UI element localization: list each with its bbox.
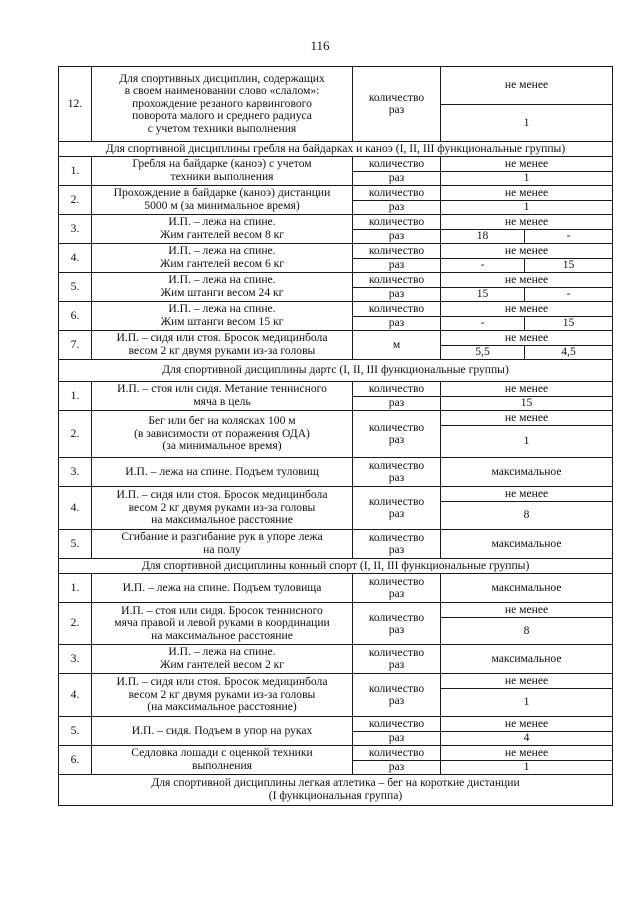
- unit-cell: м: [353, 331, 441, 360]
- section-title: Для спортивной дисциплины гребля на байдарках и каноэ (I, II, III функциональные группы): [59, 142, 613, 157]
- unit-line: количество: [353, 382, 441, 397]
- norm-value-left: -: [441, 317, 525, 331]
- test-description: И.П. – лежа на спине. Жим штанги весом 15 кг: [92, 302, 353, 331]
- norm-value: максимальное: [441, 645, 613, 674]
- unit-cell: количество раз: [353, 645, 441, 674]
- norm-value-right: -: [525, 230, 613, 244]
- norm-header: не менее: [441, 674, 613, 689]
- norm-header: не менее: [441, 157, 613, 172]
- row-number: 6.: [59, 746, 92, 775]
- table-row: [59, 530, 613, 559]
- unit-line: раз: [353, 732, 441, 746]
- page-number: 116: [310, 38, 330, 53]
- unit-cell: количество раз: [353, 603, 441, 645]
- row-number: 4.: [59, 674, 92, 717]
- row-number: 5.: [59, 530, 92, 559]
- table-row: [59, 244, 613, 259]
- unit-line: раз: [353, 288, 441, 302]
- norm-header: не менее: [441, 302, 613, 317]
- norm-header: не менее: [441, 717, 613, 732]
- test-description: Гребля на байдарке (каноэ) с учетом техники выполнения: [92, 157, 353, 186]
- unit-cell: количество раз: [353, 458, 441, 487]
- norm-value: 8: [441, 502, 613, 530]
- norm-header: не менее: [441, 746, 613, 761]
- norm-value-left: 5,5: [441, 346, 525, 360]
- test-description: Сгибание и разгибание рук в упоре лежа на полу: [92, 530, 353, 559]
- row-number: 3.: [59, 458, 92, 487]
- norm-value: максимальное: [441, 458, 613, 487]
- test-description: И.П. – лежа на спине. Жим гантелей весом 2 кг: [92, 645, 353, 674]
- unit-line: раз: [353, 259, 441, 273]
- section-header-row: [59, 775, 613, 806]
- unit-line: количество: [353, 244, 441, 259]
- table-row: [59, 302, 613, 317]
- table-row: [59, 603, 613, 618]
- unit-cell: количество раз: [353, 411, 441, 458]
- row-number: 3.: [59, 215, 92, 244]
- row-number: 1.: [59, 382, 92, 411]
- unit-line: количество: [353, 215, 441, 230]
- norm-header: не менее: [441, 331, 613, 346]
- norm-value-right: -: [525, 288, 613, 302]
- table-row: [59, 67, 613, 105]
- section-header-row: [59, 559, 613, 574]
- norm-header: не менее: [441, 411, 613, 426]
- test-description: И.П. – сидя или стоя. Бросок медицинбола весом 2 кг двумя руками из-за головы: [92, 331, 353, 360]
- unit-cell: количество раз: [353, 487, 441, 530]
- test-description: И.П. – сидя или стоя. Бросок медицинбола весом 2 кг двумя руками из-за головы (на максимальное расстояние): [92, 674, 353, 717]
- table-row: [59, 215, 613, 230]
- norm-value-right: 15: [525, 317, 613, 331]
- test-description: И.П. – стоя или сидя. Метание теннисного мяча в цель: [92, 382, 353, 411]
- norm-value: 15: [441, 397, 613, 411]
- unit-line: раз: [353, 761, 441, 775]
- row-number: 12.: [59, 67, 92, 142]
- unit-line: количество: [353, 717, 441, 732]
- table-row: [59, 645, 613, 674]
- test-description: Прохождение в байдарке (каноэ) дистанции 5000 м (за минимальное время): [92, 186, 353, 215]
- test-description: Бег или бег на колясках 100 м (в зависимости от поражения ОДА) (за минимальное время): [92, 411, 353, 458]
- test-description: И.П. – лежа на спине. Жим штанги весом 24 кг: [92, 273, 353, 302]
- norm-value: максимальное: [441, 574, 613, 603]
- norm-value-right: 4,5: [525, 346, 613, 360]
- unit-cell: количество раз: [353, 530, 441, 559]
- table-row: [59, 674, 613, 689]
- section-title: Для спортивной дисциплины дартс (I, II, III функциональные группы): [59, 360, 613, 382]
- row-number: 3.: [59, 645, 92, 674]
- row-number: 6.: [59, 302, 92, 331]
- norm-value-left: -: [441, 259, 525, 273]
- test-description: И.П. – лежа на спине. Подъем туловища: [92, 574, 353, 603]
- unit-line: количество: [353, 746, 441, 761]
- norm-value: 1: [441, 201, 613, 215]
- row-number: 2.: [59, 186, 92, 215]
- test-description: И.П. – лежа на спине. Жим гантелей весом 8 кг: [92, 215, 353, 244]
- row-number: 1.: [59, 157, 92, 186]
- norm-value-right: 15: [525, 259, 613, 273]
- section-title: Для спортивной дисциплины легкая атлетика – бег на короткие дистанции (I функциональная группа): [59, 775, 613, 806]
- norm-header: не менее: [441, 273, 613, 288]
- unit-cell: количество раз: [353, 574, 441, 603]
- table-row: [59, 382, 613, 397]
- table-row: [59, 411, 613, 426]
- unit-cell: количество раз: [353, 674, 441, 717]
- unit-line: раз: [353, 172, 441, 186]
- table-row: [59, 273, 613, 288]
- row-number: 5.: [59, 273, 92, 302]
- norm-header: не менее: [441, 487, 613, 502]
- unit-line: количество: [353, 157, 441, 172]
- test-description: И.П. – лежа на спине. Жим гантелей весом 6 кг: [92, 244, 353, 273]
- unit-cell: количество раз: [353, 67, 441, 142]
- unit-line: раз: [353, 230, 441, 244]
- table-row: [59, 331, 613, 346]
- norm-header: не менее: [441, 67, 613, 105]
- unit-line: раз: [353, 317, 441, 331]
- unit-line: количество: [353, 302, 441, 317]
- table-row: [59, 746, 613, 761]
- row-number: 1.: [59, 574, 92, 603]
- table-row: [59, 487, 613, 502]
- norm-header: не менее: [441, 186, 613, 201]
- table-row: [59, 717, 613, 732]
- unit-line: количество: [353, 186, 441, 201]
- table-row: [59, 458, 613, 487]
- norm-value: 1: [441, 426, 613, 458]
- norm-header: не менее: [441, 603, 613, 618]
- test-description: И.П. – стоя или сидя. Бросок теннисного мяча правой и левой руками в координации на максимальное расстояние: [92, 603, 353, 645]
- unit-line: раз: [353, 201, 441, 215]
- table-row: [59, 157, 613, 172]
- norm-value: 1: [441, 105, 613, 142]
- unit-line: количество: [353, 273, 441, 288]
- norms-table: [58, 66, 613, 806]
- norm-header: не менее: [441, 244, 613, 259]
- table-row: [59, 186, 613, 201]
- unit-line: раз: [353, 397, 441, 411]
- row-number: 7.: [59, 331, 92, 360]
- section-title: Для спортивной дисциплины конный спорт (I, II, III функциональные группы): [59, 559, 613, 574]
- row-number: 2.: [59, 603, 92, 645]
- test-description: И.П. – лежа на спине. Подъем туловищ: [92, 458, 353, 487]
- norm-value: максимальное: [441, 530, 613, 559]
- norm-value: 1: [441, 172, 613, 186]
- norm-value-left: 15: [441, 288, 525, 302]
- row-number: 2.: [59, 411, 92, 458]
- test-description: Седловка лошади с оценкой техники выполнения: [92, 746, 353, 775]
- norm-header: не менее: [441, 215, 613, 230]
- test-description: Для спортивных дисциплин, содержащих в своем наименовании слово «слалом»: прохождение резаного карвингового поворота малого и среднего радиуса с учетом техники выполнения: [92, 67, 353, 142]
- norm-value: 4: [441, 732, 613, 746]
- test-description: И.П. – сидя или стоя. Бросок медицинбола весом 2 кг двумя руками из-за головы на максимальное расстояние: [92, 487, 353, 530]
- row-number: 4.: [59, 244, 92, 273]
- section-header-row: [59, 360, 613, 382]
- row-number: 4.: [59, 487, 92, 530]
- norm-value: 1: [441, 689, 613, 717]
- norm-value: 1: [441, 761, 613, 775]
- row-number: 5.: [59, 717, 92, 746]
- section-header-row: [59, 142, 613, 157]
- norm-value: 8: [441, 618, 613, 645]
- test-description: И.П. – сидя. Подъем в упор на руках: [92, 717, 353, 746]
- norm-value-left: 18: [441, 230, 525, 244]
- norm-header: не менее: [441, 382, 613, 397]
- table-row: [59, 574, 613, 603]
